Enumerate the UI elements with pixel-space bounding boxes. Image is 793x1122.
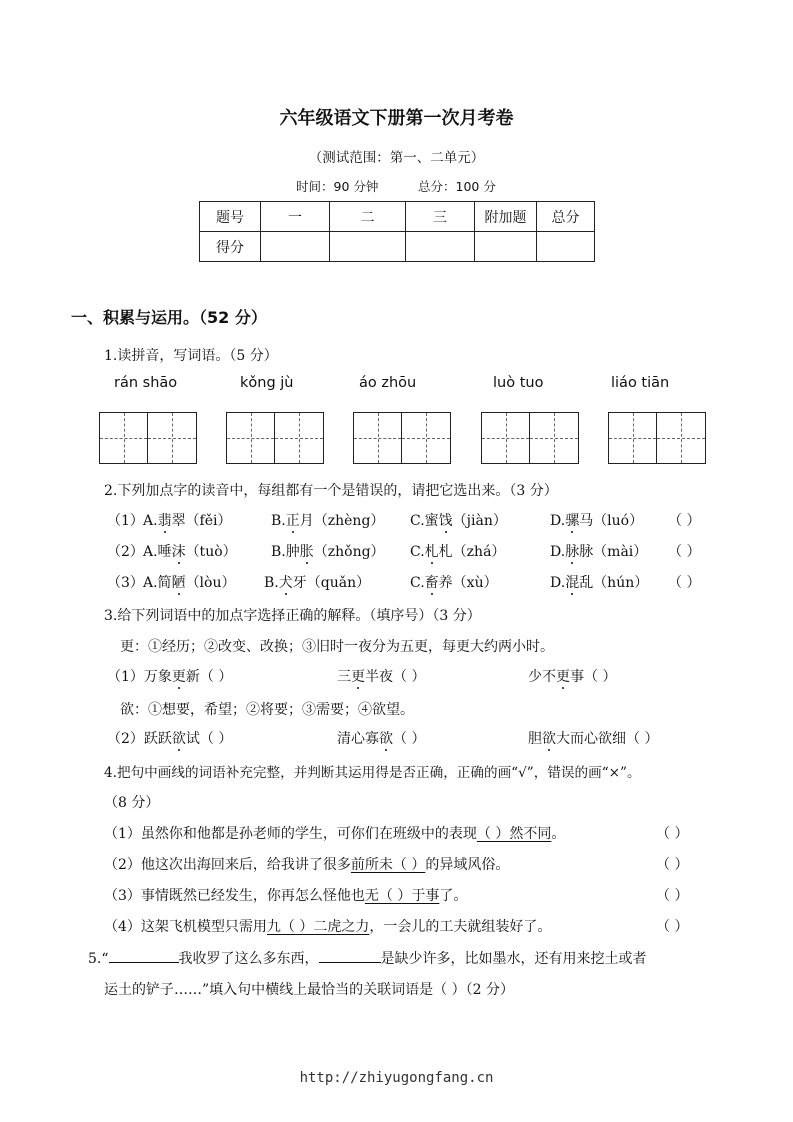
answer-paren[interactable]: （ ）	[656, 826, 689, 842]
question-4-points: （8 分）	[104, 795, 160, 811]
score-input-cell[interactable]	[537, 232, 595, 262]
question-5-line-1: 5.“ 我收罗了这么多东西， 是缺少许多，比如墨水，还有用来挖土或者	[88, 948, 647, 968]
option-c[interactable]: C.畜养（xù）	[410, 575, 498, 591]
geng-item-1[interactable]: （1）万象更新（ ）	[107, 669, 233, 685]
table-cell: 总分	[537, 202, 595, 232]
table-cell: 题号	[200, 202, 261, 232]
answer-paren[interactable]: （ ）	[656, 888, 689, 904]
table-cell: 三	[406, 202, 475, 232]
dotted-char: 脉	[565, 544, 580, 560]
footer-url[interactable]: http://zhiyugongfang.cn	[299, 1070, 494, 1086]
option-b[interactable]: B.犬牙（quǎn）	[264, 575, 371, 591]
dotted-char: 欲	[542, 731, 556, 747]
score-input-cell[interactable]	[330, 232, 406, 262]
table-cell: 一	[261, 202, 330, 232]
dotted-char: 骡	[565, 513, 580, 529]
pinyin-3: áo zhōu	[359, 375, 417, 391]
dotted-char: 饯	[438, 513, 453, 529]
writing-grid-3[interactable]	[353, 412, 451, 464]
question-5-line-2: 运土的铲子……”填入句中横线上最恰当的关联词语是（ ）（2 分）	[104, 982, 514, 998]
yu-definition: 欲：①想要，希望；②将要；③需要；④欲望。	[120, 702, 414, 718]
section-title: 一、积累与运用。（52 分）	[71, 308, 267, 327]
option-d[interactable]: D.骡马（luó）	[550, 513, 644, 529]
pinyin-4: luò tuo	[493, 375, 544, 391]
table-cell: 附加题	[475, 202, 537, 232]
test-scope: （测试范围：第一、二单元）	[308, 150, 485, 166]
q4-item-1: （1）虽然你和他都是孙老师的学生，可你们在班级中的表现（ ）然不同。	[104, 826, 566, 842]
pinyin-5: liáo tiān	[611, 375, 670, 391]
dotted-char: 更	[171, 669, 186, 685]
time-limit: 时间：90 分钟	[296, 179, 379, 194]
geng-definition: 更：①经历；②改变、改换；③旧时一夜分为五更，每更大约两小时。	[120, 639, 554, 655]
question-2-prompt: 2.下列加点字的读音中，每组都有一个是错误的，请把它选出来。（3 分）	[104, 483, 558, 499]
option-b[interactable]: B.正月（zhèng）	[271, 513, 385, 529]
answer-paren[interactable]: （ ）	[656, 857, 689, 873]
q4-item-2: （2）他这次出海回来后，给我讲了很多前所未（ ）的异域风俗。	[104, 857, 510, 873]
dotted-char: 正	[285, 513, 300, 529]
writing-grid-1[interactable]	[99, 412, 197, 464]
q4-item-3: （3）事情既然已经发生，你再怎么怪他也无（ ）于事了。	[104, 888, 468, 904]
table-cell: 二	[330, 202, 406, 232]
geng-item-2[interactable]: 三更半夜（ ）	[337, 669, 426, 685]
row-number: （1）	[107, 513, 144, 529]
dotted-char: 畜	[424, 575, 439, 591]
answer-paren[interactable]: （ ）	[668, 575, 701, 591]
option-a[interactable]: A.唾沫（tuò）	[143, 544, 237, 560]
writing-grid-4[interactable]	[481, 412, 579, 464]
dotted-char: 翡	[157, 513, 172, 529]
option-d[interactable]: D.脉脉（mài）	[550, 544, 648, 560]
page-title: 六年级语文下册第一次月考卷	[279, 108, 514, 129]
option-c[interactable]: C.札札（zhá）	[410, 544, 506, 560]
row-number: （3）	[107, 575, 144, 591]
dotted-char: 沫	[171, 544, 186, 560]
option-a[interactable]: A.翡翠（fěi）	[143, 513, 232, 529]
total-score: 总分：100 分	[418, 179, 496, 194]
q4-item-4: （4）这架飞机模型只需用九（ ）二虎之力，一会儿的工夫就组装好了。	[104, 919, 552, 935]
score-table-score-row	[200, 232, 595, 262]
dotted-char: 札	[424, 544, 439, 560]
score-input-cell[interactable]	[475, 232, 537, 262]
fill-blank[interactable]	[109, 948, 179, 963]
fill-blank-idiom[interactable]: （ ）然不同	[476, 826, 552, 842]
option-a[interactable]: A.简陋（lòu）	[143, 575, 236, 591]
answer-paren[interactable]: （ ）	[668, 513, 701, 529]
fill-blank[interactable]	[319, 948, 381, 963]
dotted-char: 更	[351, 669, 365, 685]
score-input-cell[interactable]	[261, 232, 330, 262]
pinyin-2: kǒng jù	[240, 375, 294, 391]
score-table	[199, 201, 595, 262]
dotted-char: 混	[565, 575, 580, 591]
pinyin-1: rán shāo	[114, 375, 178, 391]
row-number: （2）	[107, 544, 144, 560]
option-b[interactable]: B.肿胀（zhǒng）	[271, 544, 385, 560]
question-1-prompt: 1.读拼音，写词语。（5 分）	[104, 348, 278, 364]
fill-blank-idiom[interactable]: 九（ ）二虎之力	[266, 919, 370, 935]
fill-blank-idiom[interactable]: 无（ ）于事	[364, 888, 440, 904]
score-input-cell[interactable]	[406, 232, 475, 262]
dotted-char: 欲	[171, 731, 186, 747]
fill-blank-idiom[interactable]: 前所未（ ）	[350, 857, 426, 873]
option-c[interactable]: C.蜜饯（jiàn）	[410, 513, 507, 529]
dotted-char: 欲	[379, 731, 393, 747]
answer-paren[interactable]: （ ）	[668, 544, 701, 560]
yu-item-3[interactable]: 胆欲大而心欲细（ ）	[528, 731, 659, 747]
score-table-header-row	[200, 202, 595, 232]
table-cell: 得分	[200, 232, 261, 262]
option-d[interactable]: D.混乱（hún）	[550, 575, 649, 591]
yu-item-1[interactable]: （2）跃跃欲试（ ）	[107, 731, 233, 747]
question-4-prompt: 4.把句中画线的词语补充完整，并判断其运用得是否正确，正确的画“√”，错误的画“×”。	[104, 765, 641, 781]
yu-item-2[interactable]: 清心寡欲（ ）	[337, 731, 426, 747]
dotted-char: 陋	[171, 575, 186, 591]
dotted-char: 胀	[299, 544, 314, 560]
geng-item-3[interactable]: 少不更事（ ）	[528, 669, 617, 685]
answer-paren[interactable]: （ ）	[656, 919, 689, 935]
dotted-char: 犬	[278, 575, 293, 591]
question-3-prompt: 3.给下列词语中的加点字选择正确的解释。（填序号）（3 分）	[104, 608, 481, 624]
writing-grid-5[interactable]	[608, 412, 706, 464]
writing-grid-2[interactable]	[226, 412, 324, 464]
dotted-char: 更	[556, 669, 570, 685]
